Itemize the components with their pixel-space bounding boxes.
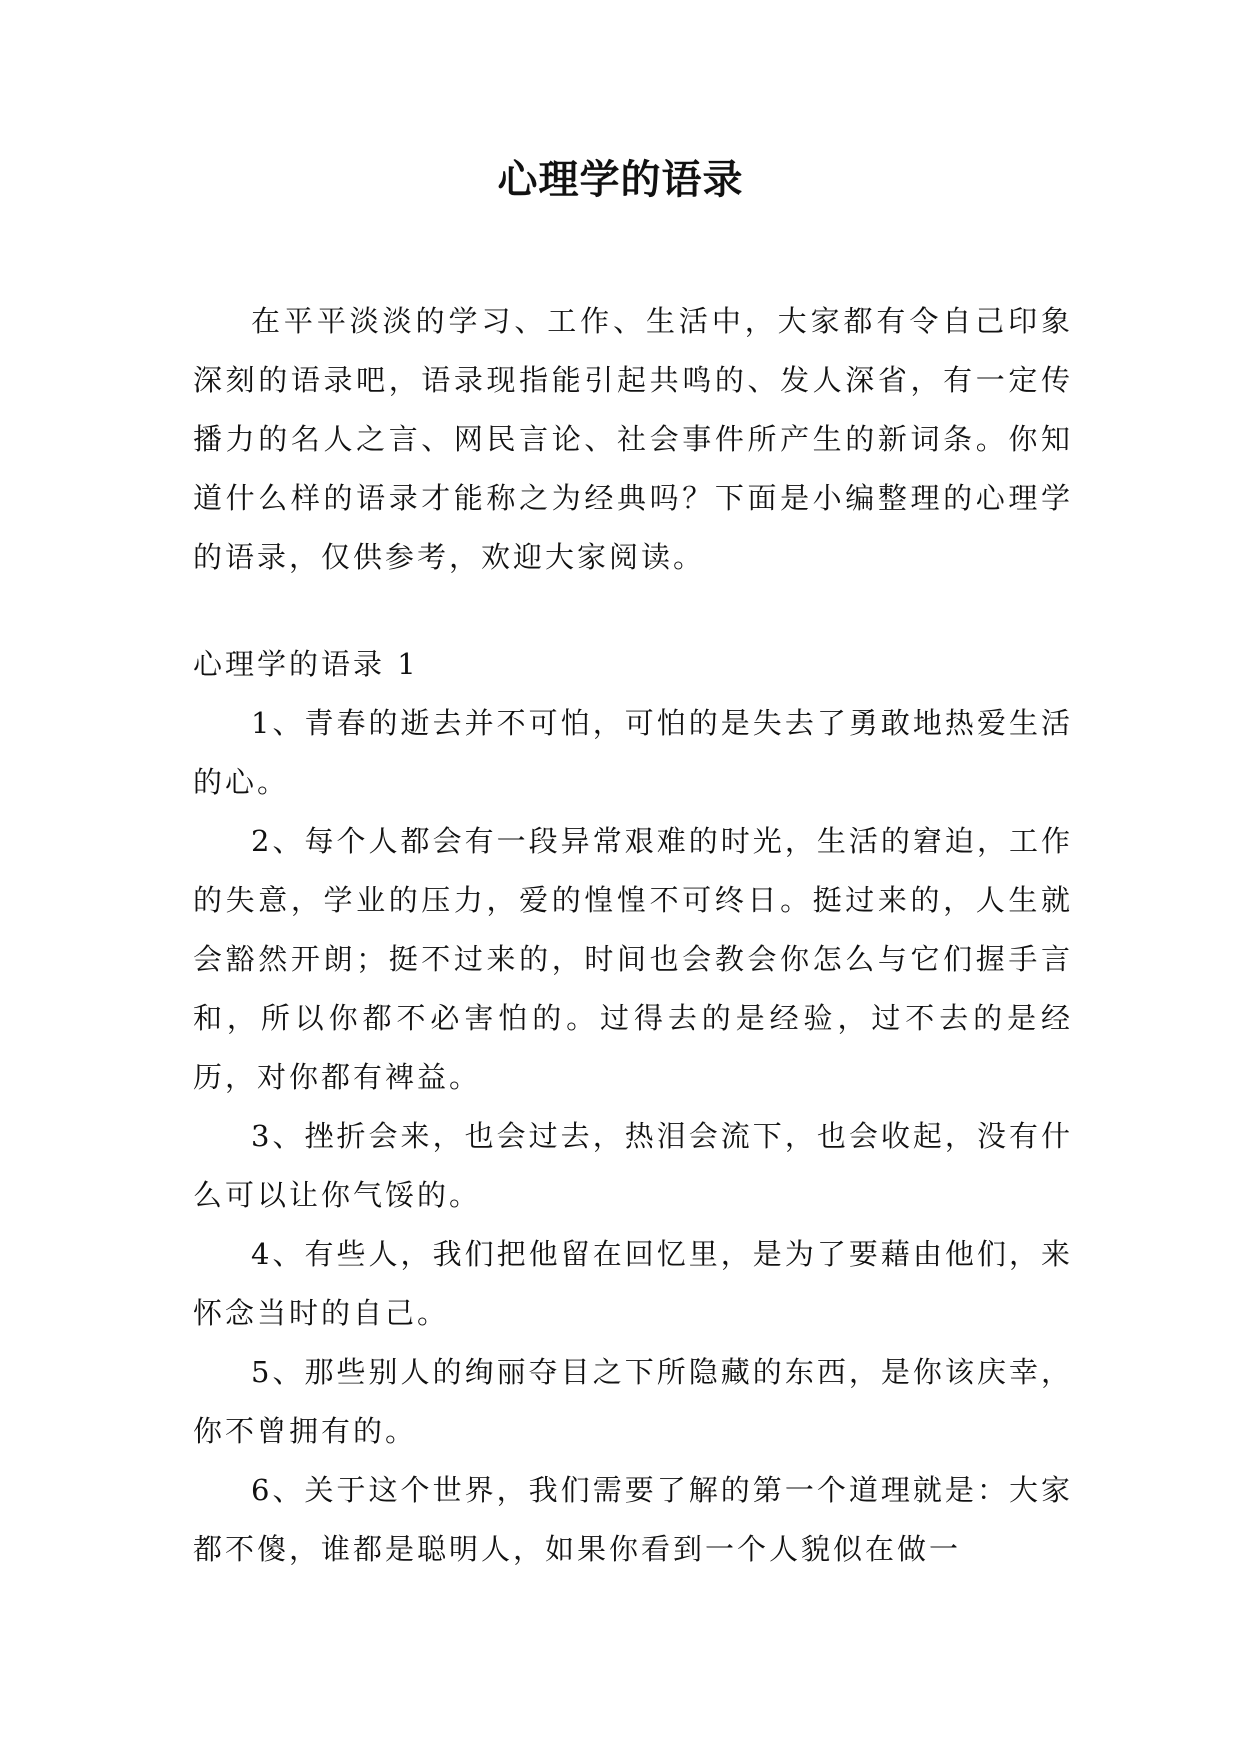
quote-item-2: 2、每个人都会有一段异常艰难的时光，生活的窘迫，工作的失意，学业的压力，爱的惶惶不可终日。挺过来的，人生就会豁然开朗；挺不过来的，时间也会教会你怎么与它们握手言和，所以你都不必害怕的。过得去的是经验，过不去的是经历，对你都有裨益。 [193,824,1073,1094]
quote-item-3: 3、挫折会来，也会过去，热泪会流下，也会收起，没有什么可以让你气馁的。 [193,1119,1073,1212]
section-heading: 心理学的语录 1 [193,647,419,681]
quote-item-4: 4、有些人，我们把他留在回忆里，是为了要藉由他们，来怀念当时的自己。 [193,1237,1073,1330]
intro-paragraph: 在平平淡淡的学习、工作、生活中，大家都有令自己印象深刻的语录吧，语录现指能引起共鸣的、发人深省，有一定传播力的名人之言、网民言论、社会事件所产生的新词条。你知道什么样的语录才能称之为经典吗？下面是小编整理的心理学的语录，仅供参考，欢迎大家阅读。 [193,304,1073,574]
document-body [193,292,1073,1579]
document-title: 心理学的语录 [497,156,744,203]
quote-item-5: 5、那些别人的绚丽夺目之下所隐藏的东西，是你该庆幸，你不曾拥有的。 [193,1355,1073,1448]
quote-item-1: 1、青春的逝去并不可怕，可怕的是失去了勇敢地热爱生活的心。 [193,706,1073,799]
quote-item-6: 6、关于这个世界，我们需要了解的第一个道理就是：大家都不傻，谁都是聪明人，如果你看到一个人貌似在做一 [193,1473,1073,1566]
